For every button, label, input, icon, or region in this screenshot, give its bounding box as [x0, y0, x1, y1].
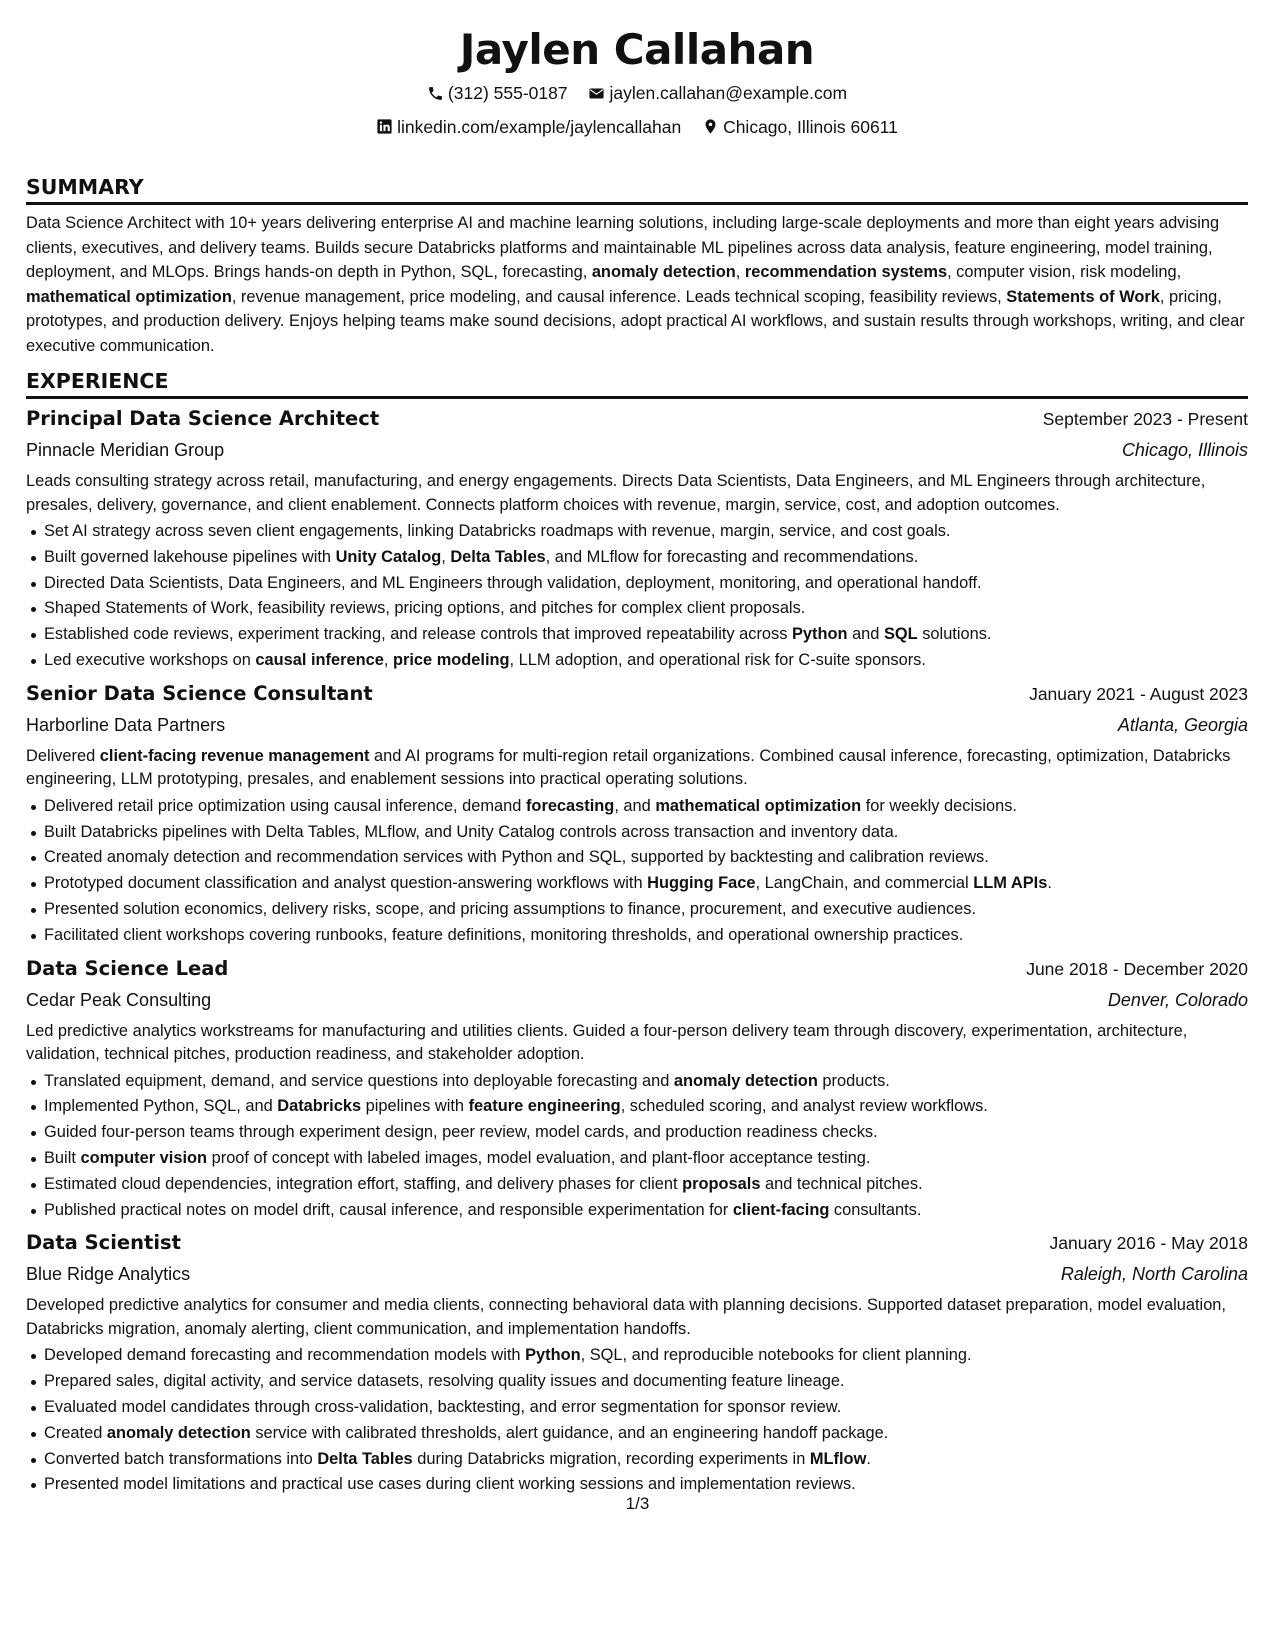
job-bullets — [26, 1069, 1248, 1224]
job-entry — [26, 680, 1248, 949]
bold-keyword: SQL — [883, 625, 918, 644]
map-pin-icon — [702, 118, 719, 135]
email-item[interactable] — [588, 82, 847, 104]
job-bullets — [26, 519, 1248, 674]
text-segment: Shaped Statements of Work, feasibility reviews, pricing options, and pitches for complex client proposals. — [44, 599, 806, 618]
list-item — [44, 596, 1248, 622]
list-item — [44, 1343, 1248, 1369]
list-item — [44, 871, 1248, 897]
job-location: Denver, Colorado — [1107, 989, 1248, 1010]
text-segment: , computer vision, risk modeling, — [947, 263, 1182, 281]
job-subheader — [26, 711, 1248, 739]
job-location: Atlanta, Georgia — [1117, 714, 1248, 735]
bold-keyword: price modeling — [392, 650, 510, 669]
company-name: Blue Ridge Analytics — [26, 1264, 191, 1285]
page-number: 1/3 — [625, 1494, 650, 1513]
job-location: Raleigh, North Carolina — [1060, 1264, 1248, 1285]
list-item — [44, 794, 1248, 820]
text-segment: , pricing, prototypes, and production delivery. Enjoys helping teams make sound decisions, adopt practical AI workflows, and sustain results through workshops, writing, and clear executive communication. — [26, 287, 1245, 355]
text-segment: pipelines with — [361, 1097, 469, 1116]
email-icon — [588, 85, 605, 102]
job-summary — [26, 470, 1248, 517]
text-segment: Delivered — [26, 746, 100, 765]
text-segment: , scheduled scoring, and analyst review workflows. — [620, 1097, 988, 1116]
linkedin-text[interactable]: linkedin.com/example/jaylencallahan — [397, 116, 682, 137]
text-segment: consultants. — [829, 1200, 922, 1219]
summary-heading: SUMMARY — [26, 174, 1248, 205]
job-title: Data Science Lead — [26, 956, 229, 980]
list-item — [44, 1421, 1248, 1447]
job-header — [26, 405, 1248, 433]
text-segment: proof of concept with labeled images, model evaluation, and plant-floor acceptance testing. — [207, 1148, 871, 1167]
list-item — [44, 1198, 1248, 1224]
text-segment: Estimated cloud dependencies, integration effort, staffing, and delivery phases for client — [44, 1174, 683, 1193]
text-segment: and AI programs for multi-region retail organizations. Combined causal inference, forecasting, optimization, Databricks engineering, LLM prototyping, presales, and enablement sessions into practical operating solutions. — [26, 746, 1231, 789]
text-segment: Guided four-person teams through experiment design, peer review, model cards, and production readiness checks. — [44, 1123, 878, 1142]
bold-keyword: mathematical optimization — [655, 796, 862, 815]
text-segment: Presented model limitations and practical use cases during client working sessions and implementation reviews. — [44, 1475, 856, 1494]
job-summary — [26, 1294, 1248, 1341]
list-item — [44, 1369, 1248, 1395]
linkedin-icon — [376, 118, 393, 135]
bold-keyword: mathematical optimization — [26, 287, 232, 306]
text-segment: Led predictive analytics workstreams for manufacturing and utilities clients. Guided a four-person delivery team through discovery, experimentation, architecture, validation, technical pitches, production readiness, and stakeholder adoption. — [26, 1021, 1188, 1064]
text-segment: solutions. — [917, 625, 992, 644]
text-segment: Led executive workshops on — [44, 650, 256, 669]
list-item — [44, 1120, 1248, 1146]
phone-text: (312) 555-0187 — [447, 83, 568, 103]
list-item — [44, 648, 1248, 674]
text-segment: Prototyped document classification and analyst question-answering workflows with — [44, 874, 648, 893]
text-segment: Evaluated model candidates through cross-validation, backtesting, and error segmentation for sponsor review. — [44, 1397, 842, 1416]
list-item — [44, 845, 1248, 871]
bold-keyword: Databricks — [277, 1097, 362, 1116]
text-segment: , — [735, 263, 745, 281]
location-text: Chicago, Illinois 60611 — [723, 116, 898, 137]
text-segment: Prepared sales, digital activity, and service datasets, resolving quality issues and documenting feature lineage. — [44, 1372, 845, 1391]
list-item — [44, 897, 1248, 923]
text-segment: for weekly decisions. — [861, 796, 1017, 815]
text-segment: , LangChain, and commercial — [755, 874, 974, 893]
text-segment: Built — [44, 1148, 81, 1167]
text-segment: Built governed lakehouse pipelines with — [44, 547, 336, 566]
bold-keyword: proposals — [682, 1174, 761, 1193]
text-segment: Created anomaly detection and recommendation services with Python and SQL, supported by backtesting and calibration reviews. — [44, 848, 989, 867]
phone-icon — [427, 85, 444, 102]
bold-keyword: Statements of Work — [1006, 287, 1160, 306]
phone-item — [427, 82, 568, 104]
text-segment: , — [441, 547, 451, 566]
job-summary — [26, 745, 1248, 792]
text-segment: Set AI strategy across seven client engagements, linking Databricks roadmaps with revenue, margin, service, and cost goals. — [44, 522, 951, 540]
bold-keyword: recommendation systems — [744, 263, 948, 281]
job-dates: January 2021 - August 2023 — [1029, 683, 1248, 704]
text-segment: Developed predictive analytics for consumer and media clients, connecting behavioral data with planning decisions. Supported dataset preparation, model evaluation, Databricks migration, anomaly alerting, client communication, and implementation handoffs. — [26, 1296, 1226, 1338]
job-bullets — [26, 1343, 1248, 1498]
list-item — [44, 1172, 1248, 1198]
bold-keyword: computer vision — [80, 1148, 208, 1167]
list-item — [44, 622, 1248, 648]
job-title: Senior Data Science Consultant — [26, 681, 373, 705]
text-segment: Developed demand forecasting and recommendation models with — [44, 1346, 526, 1365]
text-segment: during Databricks migration, recording experiments in — [412, 1449, 810, 1468]
job-summary — [26, 1020, 1248, 1067]
bold-keyword: forecasting — [525, 796, 615, 815]
job-entry — [26, 1229, 1248, 1498]
job-subheader — [26, 986, 1248, 1014]
text-segment: Built Databricks pipelines with Delta Tables, MLflow, and Unity Catalog controls across transaction and inventory data. — [44, 822, 899, 841]
text-segment: , LLM adoption, and operational risk for C-suite sponsors. — [509, 650, 926, 669]
bold-keyword: feature engineering — [468, 1097, 621, 1116]
list-item — [44, 923, 1248, 949]
list-item — [44, 1447, 1248, 1473]
text-segment: service with calibrated thresholds, alert guidance, and an engineering handoff package. — [250, 1423, 889, 1442]
text-segment: . — [866, 1449, 871, 1468]
experience-heading: EXPERIENCE — [26, 368, 1248, 399]
job-header — [26, 680, 1248, 708]
list-item — [44, 519, 1248, 545]
job-dates: January 2016 - May 2018 — [1049, 1233, 1248, 1254]
text-segment: Implemented Python, SQL, and — [44, 1097, 278, 1116]
list-item — [44, 571, 1248, 597]
list-item — [44, 1395, 1248, 1421]
text-segment: Data Science Architect with 10+ years delivering enterprise AI and machine learning solutions, including large-scale deployments and more than eight years advising clients, executives, and delivery teams. Builds secure Databricks platforms and maintainable ML pipelines across data analysis, feature engineering, model training, deployment, and MLOps. Brings hands-on depth in Python, SQL, forecasting, — [26, 214, 1220, 281]
bold-keyword: causal inference — [255, 650, 384, 669]
list-item — [44, 820, 1248, 846]
candidate-name: Jaylen Callahan — [459, 25, 815, 74]
company-name: Pinnacle Meridian Group — [26, 440, 225, 460]
text-segment: and — [847, 625, 884, 644]
job-subheader — [26, 1260, 1248, 1288]
job-header — [26, 955, 1248, 983]
text-segment: Leads consulting strategy across retail, manufacturing, and energy engagements. Directs Data Scientists, Data Engineers, and ML Engineers through architecture, presales, delivery, governance, and client enablement. Connects platform choices with revenue, margin, service, cost, and adoption outcomes. — [26, 472, 1206, 514]
bold-keyword: client-facing — [732, 1200, 830, 1219]
job-title: Data Scientist — [26, 1231, 181, 1255]
job-bullets — [26, 794, 1248, 949]
text-segment: , — [383, 650, 393, 669]
bold-keyword: client-facing revenue management — [99, 746, 370, 765]
job-header — [26, 1229, 1248, 1257]
text-segment: Converted batch transformations into — [44, 1449, 318, 1468]
experience-list — [26, 405, 1248, 1498]
job-entry — [26, 955, 1248, 1224]
text-segment: Established code reviews, experiment tracking, and release controls that improved repeatability across — [44, 625, 792, 644]
list-item — [44, 545, 1248, 571]
location-item — [702, 116, 898, 138]
bold-keyword: Python — [791, 625, 848, 644]
resume-page — [26, 0, 1248, 1498]
text-segment: . — [1047, 874, 1052, 893]
company-name: Harborline Data Partners — [26, 714, 226, 735]
text-segment: Directed Data Scientists, Data Engineers, and ML Engineers through validation, deployment, monitoring, and operational handoff. — [44, 573, 982, 592]
text-segment: , revenue management, price modeling, and causal inference. Leads technical scoping, feasibility reviews, — [231, 287, 1007, 306]
company-name: Cedar Peak Consulting — [26, 989, 212, 1010]
text-segment: Created — [44, 1423, 107, 1442]
contact-line-2 — [26, 116, 1248, 141]
job-dates: June 2018 - December 2020 — [1026, 958, 1248, 979]
text-segment: and technical pitches. — [760, 1174, 923, 1193]
bold-keyword: MLflow — [809, 1449, 867, 1468]
bold-keyword: anomaly detection — [106, 1423, 251, 1442]
text-segment: Published practical notes on model drift, causal inference, and responsible experimentation for — [44, 1200, 733, 1219]
job-entry — [26, 405, 1248, 674]
text-segment: products. — [817, 1071, 890, 1090]
job-location: Chicago, Illinois — [1121, 440, 1248, 460]
bold-keyword: Unity Catalog — [335, 547, 442, 566]
bold-keyword: Delta Tables — [450, 547, 546, 566]
job-title: Principal Data Science Architect — [26, 407, 380, 430]
text-segment: , SQL, and reproducible notebooks for client planning. — [580, 1346, 972, 1365]
text-segment: , and MLflow for forecasting and recommendations. — [545, 547, 919, 566]
text-segment: Presented solution economics, delivery risks, scope, and pricing assumptions to finance, procurement, and executive audiences. — [44, 899, 977, 918]
bold-keyword: Hugging Face — [647, 874, 756, 893]
bold-keyword: Python — [525, 1346, 581, 1365]
bold-keyword: anomaly detection — [591, 263, 736, 281]
list-item — [44, 1069, 1248, 1095]
job-subheader — [26, 436, 1248, 464]
job-dates: September 2023 - Present — [1042, 409, 1248, 429]
text-segment: Facilitated client workshops covering runbooks, feature definitions, monitoring thresholds, and operational ownership practices. — [44, 925, 964, 944]
text-segment: , and — [614, 796, 656, 815]
text-segment: Translated equipment, demand, and service questions into deployable forecasting and — [44, 1071, 674, 1090]
linkedin-item[interactable] — [376, 116, 681, 138]
email-text[interactable]: jaylen.callahan@example.com — [609, 83, 848, 103]
text-segment: Delivered retail price optimization using causal inference, demand — [44, 796, 526, 815]
bold-keyword: LLM APIs — [973, 874, 1048, 893]
bold-keyword: anomaly detection — [673, 1071, 818, 1090]
bold-keyword: Delta Tables — [317, 1449, 413, 1468]
summary-text — [26, 211, 1248, 358]
list-item — [44, 1146, 1248, 1172]
contact-line-1 — [26, 82, 1248, 107]
list-item — [44, 1094, 1248, 1120]
